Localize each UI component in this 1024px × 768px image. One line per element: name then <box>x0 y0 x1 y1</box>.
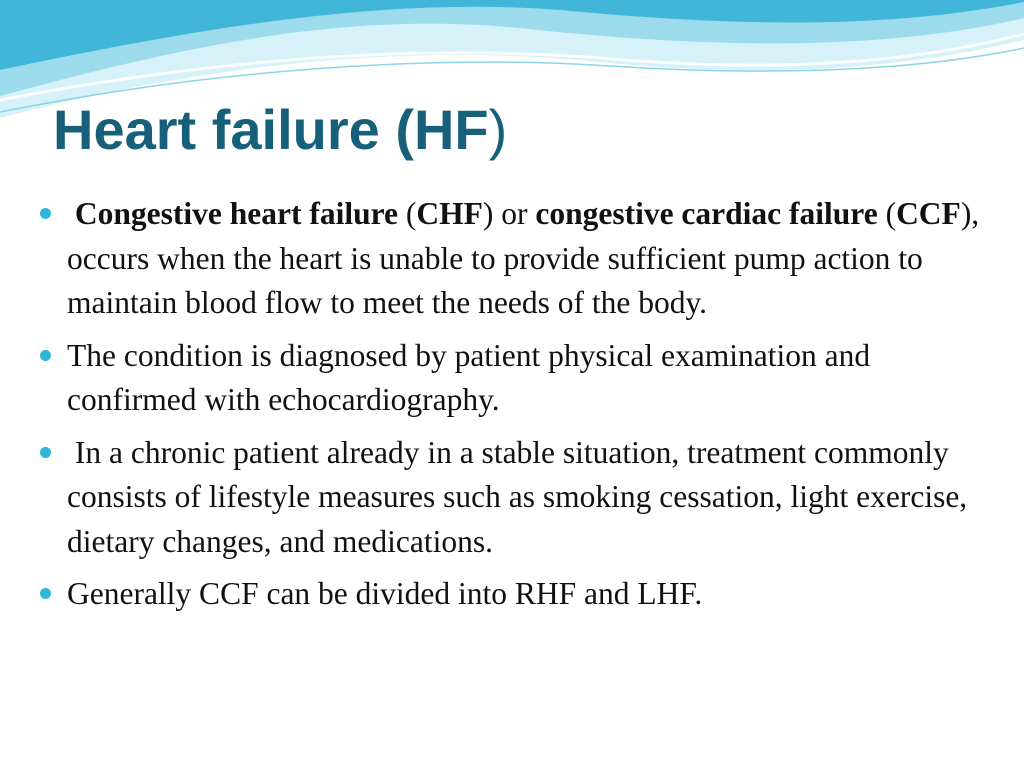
bullet-3-text: In a chronic patient already in a stable situation, treatment commonly consists of lifestyle measures such as smoking cessation, light exercise, dietary changes, and medications. <box>67 434 968 559</box>
bullet-1-text: Congestive heart failure (CHF) or congestive cardiac failure (CCF), occurs when the heart is unable to provide sufficient pump action to maintain blood flow to meet the needs of the body. <box>67 196 980 320</box>
bullet-list <box>38 192 998 625</box>
bullet-dot-icon <box>40 447 51 458</box>
bullet-2-text: The condition is diagnosed by patient physical examination and confirmed with echocardiography. <box>67 337 871 417</box>
bullet-item-3 <box>38 431 998 565</box>
bullet-dot-icon <box>40 588 51 599</box>
bullet-dot-icon <box>40 208 51 219</box>
bullet-dot-icon <box>40 350 51 361</box>
bullet-item-4 <box>38 572 998 617</box>
bullet-item-1 <box>38 192 998 326</box>
slide-title <box>53 92 507 168</box>
bullet-4-text: Generally CCF can be divided into RHF and LHF. <box>67 576 703 611</box>
title-text: Heart failure (HF <box>53 98 489 161</box>
title-close-paren: ) <box>488 98 508 161</box>
bullet-item-2 <box>38 334 998 423</box>
